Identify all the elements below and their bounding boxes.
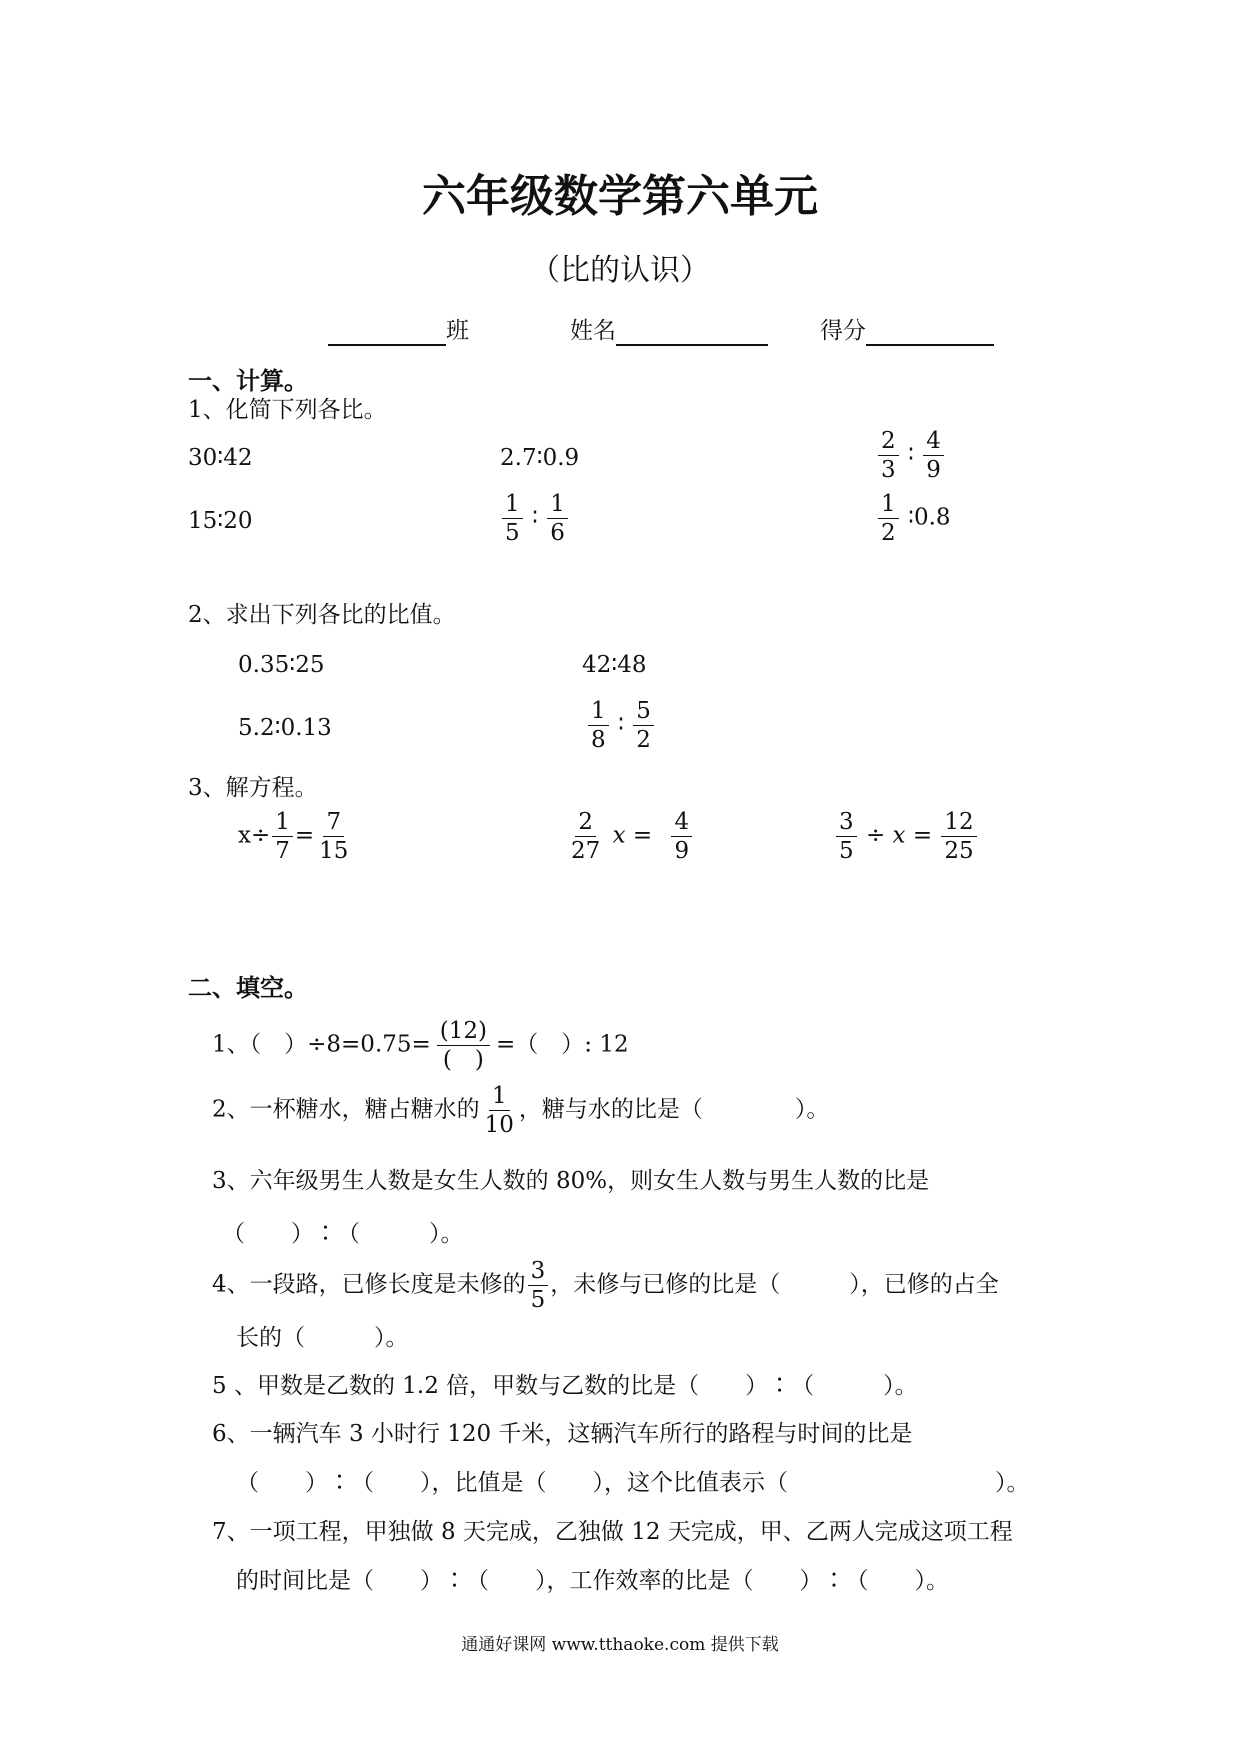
fill-q7-line1: 7、一项工程，甲独做 8 天完成，乙独做 12 天完成，甲、乙两人完成这项工程 xyxy=(212,1519,1013,1545)
q2-item-d: $\frac{1}{8}$ ∶ $\frac{5}{2}$ xyxy=(586,697,656,754)
q1-item-d: 15∶20 xyxy=(188,508,253,534)
q3-item-b: $\frac{2}{27}$ x = $\frac{4}{9}$ xyxy=(566,808,694,865)
q2-label: 2、求出下列各比的比值。 xyxy=(188,602,456,628)
fraction: $\frac{1}{10}$ xyxy=(484,1083,514,1138)
fraction: $\frac{7}{15}$ xyxy=(319,809,349,864)
fill-q6-line1: 6、一辆汽车 3 小时行 120 千米，这辆汽车所行的路程与时间的比是 xyxy=(212,1421,913,1447)
class-label: 班 xyxy=(446,318,469,344)
score-field[interactable] xyxy=(820,316,994,346)
fill-q2: 2、一杯糖水，糖占糖水的 $\frac{1}{10}$ ，糖与水的比是（ ）。 xyxy=(212,1083,830,1138)
name-field[interactable] xyxy=(570,316,768,346)
fill-q3-line2: （ ）∶（ ）。 xyxy=(222,1221,464,1247)
section1-heading: 一、计算。 xyxy=(188,366,308,395)
fill-q4-line2: 长的（ ）。 xyxy=(236,1325,409,1351)
q1-item-f: $\frac{1}{2}$ ∶0.8 xyxy=(876,490,951,547)
fraction: $\frac{3}{5}$ xyxy=(528,1257,549,1314)
q1-item-b: 2.7∶0.9 xyxy=(500,445,580,471)
fill-q3-line1: 3、六年级男生人数是女生人数的 80%，则女生人数与男生人数的比是 xyxy=(212,1168,930,1194)
fraction: $\frac{2}{27}$ xyxy=(571,809,601,864)
fraction: $\frac{4}{9}$ xyxy=(671,808,692,865)
q3-item-a: x÷ $\frac{1}{7}$ = $\frac{7}{15}$ xyxy=(238,808,353,865)
q2-item-c: 5.2∶0.13 xyxy=(238,715,332,741)
fraction: $\frac{4}{9}$ xyxy=(923,427,944,484)
fill-q5: 5 、甲数是乙数的 1.2 倍，甲数与乙数的比是（ ）∶（ ）。 xyxy=(212,1373,918,1399)
q2-item-b: 42∶48 xyxy=(582,652,647,678)
fill-q6-line2: （ ）∶（ ），比值是（ ），这个比值表示（ ）。 xyxy=(236,1470,1030,1496)
q3-label: 3、解方程。 xyxy=(188,775,318,801)
fraction: $\frac{1}{6}$ xyxy=(547,490,568,547)
q2-item-a: 0.35∶25 xyxy=(238,652,325,678)
fill-q7-line2: 的时间比是（ ）∶（ ），工作效率的比是（ ）∶（ ）。 xyxy=(236,1568,949,1594)
fill-q1: 1、（ ）÷8=0.75= $\frac{(12)}{( )}$ =（ ）: 12 xyxy=(212,1018,629,1073)
fill-q4: 4、一段路，已修长度是未修的 $\frac{3}{5}$ ，未修与已修的比是（ ），已修的占全 xyxy=(212,1258,999,1313)
fraction: $\frac{3}{5}$ xyxy=(836,808,857,865)
class-field[interactable] xyxy=(328,316,469,346)
q1-item-a: 30∶42 xyxy=(188,445,253,471)
fraction: $\frac{(12)}{( )}$ xyxy=(437,1017,490,1074)
score-label: 得分 xyxy=(820,318,866,344)
name-label: 姓名 xyxy=(570,318,616,344)
fraction: $\frac{12}{25}$ xyxy=(941,808,976,865)
score-blank[interactable] xyxy=(866,318,994,346)
fraction: $\frac{5}{2}$ xyxy=(633,697,654,754)
fraction: $\frac{1}{5}$ xyxy=(502,490,523,547)
fraction: $\frac{1}{2}$ xyxy=(878,490,899,547)
fraction: $\frac{1}{7}$ xyxy=(272,808,293,865)
name-blank[interactable] xyxy=(616,318,768,346)
q1-item-c: $\frac{2}{3}$ ∶ $\frac{4}{9}$ xyxy=(876,427,946,484)
q1-label: 1、化简下列各比。 xyxy=(188,397,387,423)
page-title: 六年级数学第六单元 xyxy=(422,171,818,222)
footer-text: 通通好课网 www.tthaoke.com 提供下载 xyxy=(461,1635,779,1655)
fraction: $\frac{2}{3}$ xyxy=(878,427,899,484)
fraction: $\frac{1}{8}$ xyxy=(588,697,609,754)
page-subtitle: （比的认识） xyxy=(530,253,710,288)
class-blank[interactable] xyxy=(328,318,446,346)
section2-heading: 二、填空。 xyxy=(188,973,308,1002)
q1-item-e: $\frac{1}{5}$ ∶ $\frac{1}{6}$ xyxy=(500,490,570,547)
q3-item-c: $\frac{3}{5}$ ÷ x = $\frac{12}{25}$ xyxy=(834,808,979,865)
